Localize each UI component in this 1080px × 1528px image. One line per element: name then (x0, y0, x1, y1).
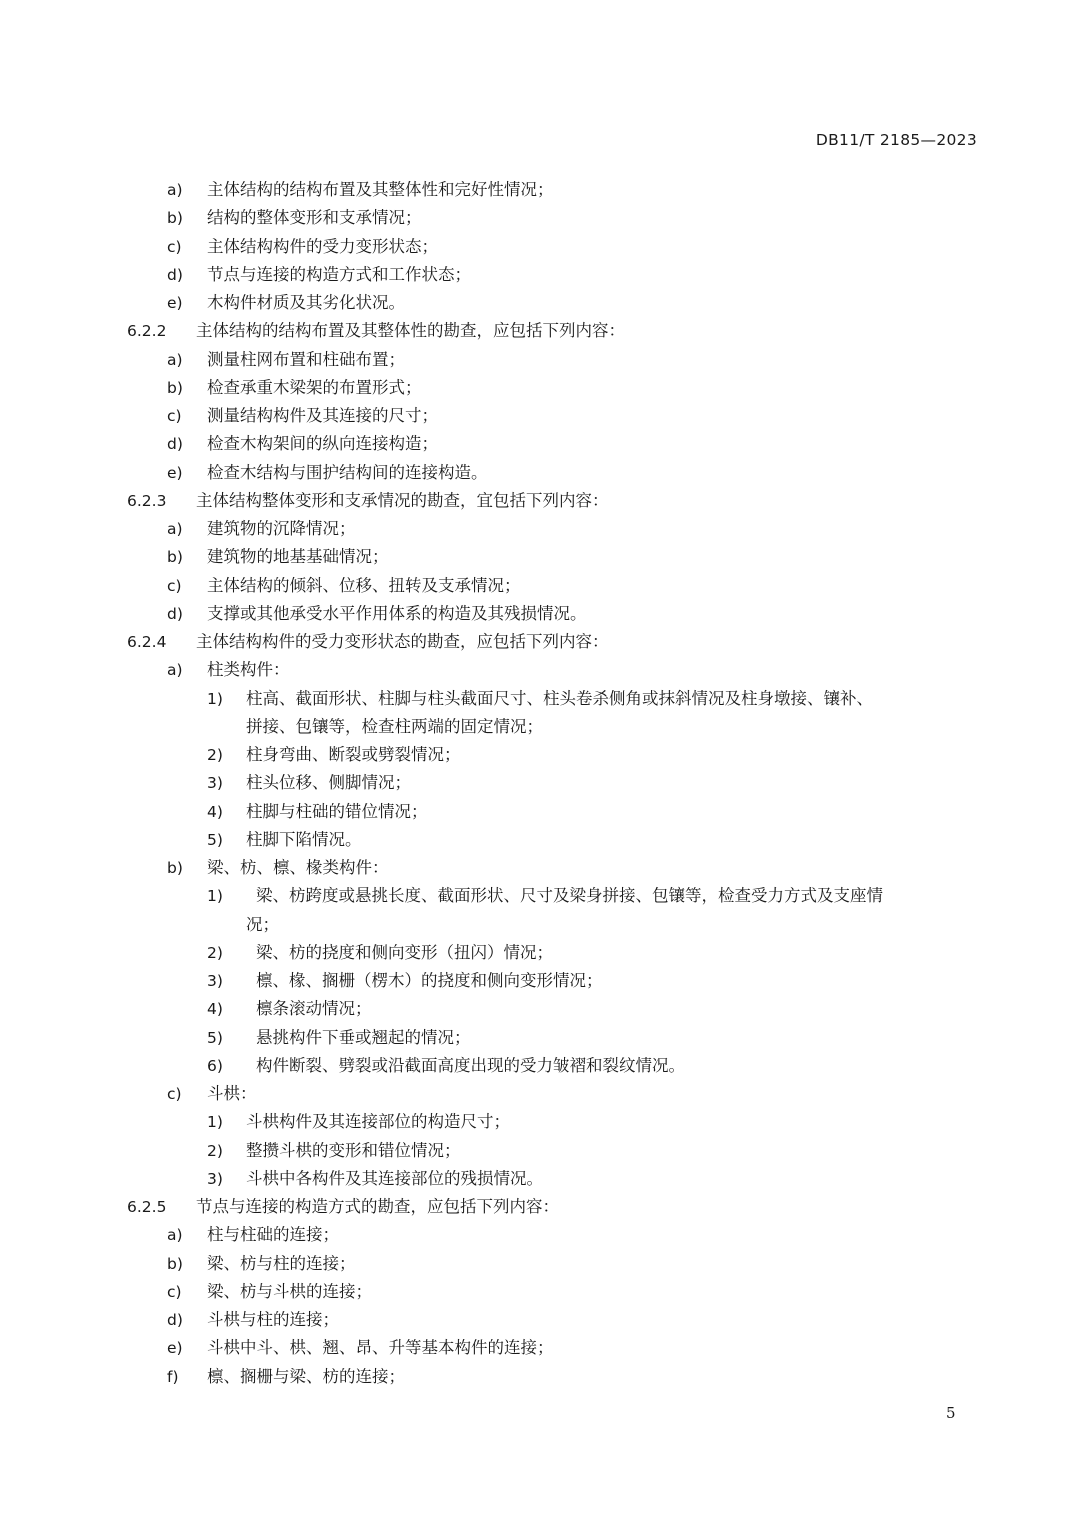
item-label: 4) (207, 802, 223, 821)
item-text: 梁、枋与斗栱的连接； (207, 1281, 372, 1301)
item-text: 斗栱： (207, 1084, 257, 1103)
item-label: b) (167, 1254, 183, 1273)
item-text: 拼接、包镶等，检查柱两端的固定情况； (246, 716, 543, 736)
item-label: 2) (207, 943, 223, 962)
item-text: 檩条滚动情况； (256, 999, 372, 1019)
item-label: f) (167, 1367, 179, 1386)
item-text: 梁、枋跨度或悬挑长度、截面形状、尺寸及梁身拼接、包镶等，检查受力方式及支座情 (256, 886, 883, 906)
item-text: 柱与柱础的连接； (207, 1225, 339, 1245)
item-text: 检查承重木梁架的布置形式； (207, 377, 422, 397)
clause-number: 6.2.2 (127, 322, 167, 341)
item-label: b) (167, 859, 183, 877)
item-text: 主体结构的结构布置及其整体性的勘查，应包括下列内容： (196, 321, 625, 341)
item-label: c) (167, 576, 182, 595)
item-label: 3) (207, 1169, 223, 1188)
item-text: 构件断裂、劈裂或沿截面高度出现的受力皱褶和裂纹情况。 (256, 1055, 685, 1075)
item-label: e) (167, 1339, 183, 1358)
item-text: 主体结构构件的受力变形状态的勘查，应包括下列内容： (196, 632, 609, 651)
item-label: d) (167, 435, 183, 454)
item-text: 柱高、截面形状、柱脚与柱头截面尺寸、柱头卷杀侧角或抹斜情况及柱身墩接、镶补、 (246, 688, 873, 708)
item-text: 检查木构架间的纵向连接构造； (207, 434, 438, 454)
item-text: 悬挑构件下垂或翘起的情况； (256, 1027, 471, 1047)
item-label: 4) (207, 1000, 223, 1019)
item-label: c) (167, 407, 182, 425)
item-label: 2) (207, 746, 223, 764)
page-number: 5 (946, 1404, 956, 1422)
item-label: d) (167, 265, 183, 284)
item-label: 5) (207, 1028, 223, 1047)
item-text: 建筑物的沉降情况； (207, 519, 356, 538)
item-text: 柱头位移、侧脚情况； (246, 773, 411, 793)
item-label: 6) (207, 1056, 223, 1075)
item-text: 檩、搁栅与梁、枋的连接； (207, 1366, 405, 1386)
item-text: 柱脚下陷情况。 (246, 829, 362, 849)
item-label: 2) (207, 1141, 223, 1160)
item-label: b) (167, 209, 183, 228)
item-text: 主体结构构件的受力变形状态； (207, 236, 438, 256)
item-text: 木构件材质及其劣化状况。 (207, 293, 405, 312)
item-text: 梁、枋的挠度和侧向变形（扭闪）情况； (256, 942, 553, 962)
item-text: 斗栱中斗、栱、翘、昂、升等基本构件的连接； (207, 1338, 554, 1358)
item-text: 梁、枋、檩、椽类构件： (207, 858, 389, 877)
item-text: 节点与连接的构造方式的勘查，应包括下列内容： (196, 1197, 559, 1216)
item-label: 1) (207, 1113, 223, 1132)
item-label: c) (167, 1282, 182, 1301)
item-text: 况； (246, 914, 279, 934)
item-label: c) (167, 237, 182, 256)
item-text: 柱脚与柱础的错位情况； (246, 801, 428, 821)
item-text: 斗栱与柱的连接； (207, 1310, 339, 1329)
item-text: 斗栱中各构件及其连接部位的残损情况。 (246, 1168, 543, 1188)
item-label: 1) (207, 689, 223, 708)
item-label: 1) (207, 887, 223, 906)
item-text: 柱身弯曲、断裂或劈裂情况； (246, 745, 461, 764)
item-text: 节点与连接的构造方式和工作状态； (207, 264, 471, 284)
item-label: b) (167, 548, 183, 567)
item-text: 测量结构构件及其连接的尺寸； (207, 406, 438, 425)
item-label: 3) (207, 774, 223, 793)
clause-number: 6.2.5 (127, 1198, 167, 1216)
item-text: 整攒斗栱的变形和错位情况； (246, 1140, 461, 1160)
item-label: 3) (207, 972, 223, 990)
clause-number: 6.2.4 (127, 633, 167, 651)
item-text: 测量柱网布置和柱础布置； (207, 349, 405, 369)
item-text: 斗栱构件及其连接部位的构造尺寸； (246, 1112, 510, 1132)
item-text: 建筑物的地基基础情况； (207, 547, 389, 567)
item-text: 主体结构的倾斜、位移、扭转及支承情况； (207, 575, 521, 595)
item-label: a) (167, 350, 183, 369)
item-label: a) (167, 181, 183, 199)
item-label: e) (167, 294, 183, 312)
item-label: e) (167, 463, 183, 482)
item-text: 检查木结构与围护结构间的连接构造。 (207, 462, 488, 482)
item-text: 主体结构整体变形和支承情况的勘查，宜包括下列内容： (196, 490, 609, 510)
item-text: 主体结构的结构布置及其整体性和完好性情况； (207, 180, 554, 199)
document-code: DB11/T 2185—2023 (815, 131, 977, 149)
item-text: 柱类构件： (207, 660, 290, 680)
item-label: a) (167, 520, 183, 538)
item-label: d) (167, 1311, 183, 1329)
item-label: d) (167, 604, 183, 623)
item-label: 5) (207, 830, 223, 849)
item-label: a) (167, 1226, 183, 1245)
item-text: 支撑或其他承受水平作用体系的构造及其残损情况。 (207, 603, 587, 623)
clause-number: 6.2.3 (127, 491, 167, 510)
item-text: 檩、椽、搁栅（楞木）的挠度和侧向变形情况； (256, 971, 603, 990)
item-label: c) (167, 1085, 182, 1103)
item-label: a) (167, 661, 183, 680)
item-label: b) (167, 378, 183, 397)
item-text: 梁、枋与柱的连接； (207, 1253, 356, 1273)
item-text: 结构的整体变形和支承情况； (207, 208, 422, 228)
